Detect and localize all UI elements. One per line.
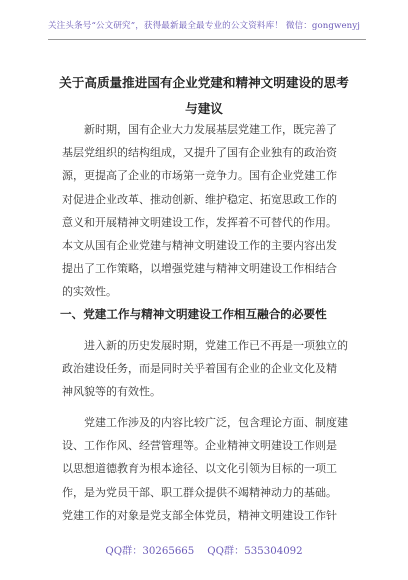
- text-line: 源，更提高了企业的市场第一竞争力。国有企业党建工作: [62, 169, 337, 183]
- text-line: 神风貌等的有效性。: [62, 385, 161, 399]
- intro-paragraph: [62, 118, 358, 304]
- footer-qq-groups: QQ群：30265665 QQ群：535304092: [105, 546, 303, 557]
- text-line: 设、工作作风、经营管理等。企业精神文明建设工作则是: [62, 439, 337, 453]
- section-paragraph-1: [62, 334, 358, 404]
- document-title: 关于高质量推进国有企业党建和精神文明建设的思考与建议: [59, 75, 349, 116]
- text-line: 新时期，国有企业大力发展基层党建工作，既完善了: [84, 123, 337, 136]
- section-heading: 一、党建工作与精神文明建设工作相互融合的必要性: [60, 307, 327, 321]
- text-line: 以思想道德教育为根本途径、以文化引领为目标的一项工: [62, 462, 337, 476]
- text-line: 作，是为党员干部、职工群众提供不竭精神动力的基础。: [62, 485, 337, 499]
- text-line: 基层党组织的结构组成，又提升了国有企业独有的政治资: [62, 146, 337, 160]
- header-promo-note: 关注头条号“公文研究”，获得最新最全最专业的公文资料库！ 微信：gongwenyj: [47, 21, 361, 31]
- text-line: 本文从国有企业党建与精神文明建设工作的主要内容出发: [62, 238, 337, 252]
- text-line: 提出了工作策略，以增强党建与精神文明建设工作相结合: [62, 262, 337, 276]
- text-line: 对促进企业改革、推动创新、维护稳定、拓宽思政工作的: [62, 192, 337, 206]
- header-divider: [48, 39, 366, 40]
- text-line: 政治建设任务，而是同时关乎着国有企业的企业文化及精: [62, 362, 337, 376]
- section-paragraph-2: [62, 411, 358, 527]
- text-line: 的实效性。: [62, 285, 117, 299]
- text-line: 进入新的历史发展时期，党建工作已不再是一项独立的: [84, 339, 348, 352]
- text-line: 党建工作涉及的内容比较广泛，包含理论方面、制度建: [84, 416, 348, 429]
- text-line: 意义和开展精神文明建设工作，发挥着不可替代的作用。: [62, 215, 337, 229]
- text-line: 党建工作的对象是党支部全体党员，精神文明建设工作针: [62, 508, 337, 522]
